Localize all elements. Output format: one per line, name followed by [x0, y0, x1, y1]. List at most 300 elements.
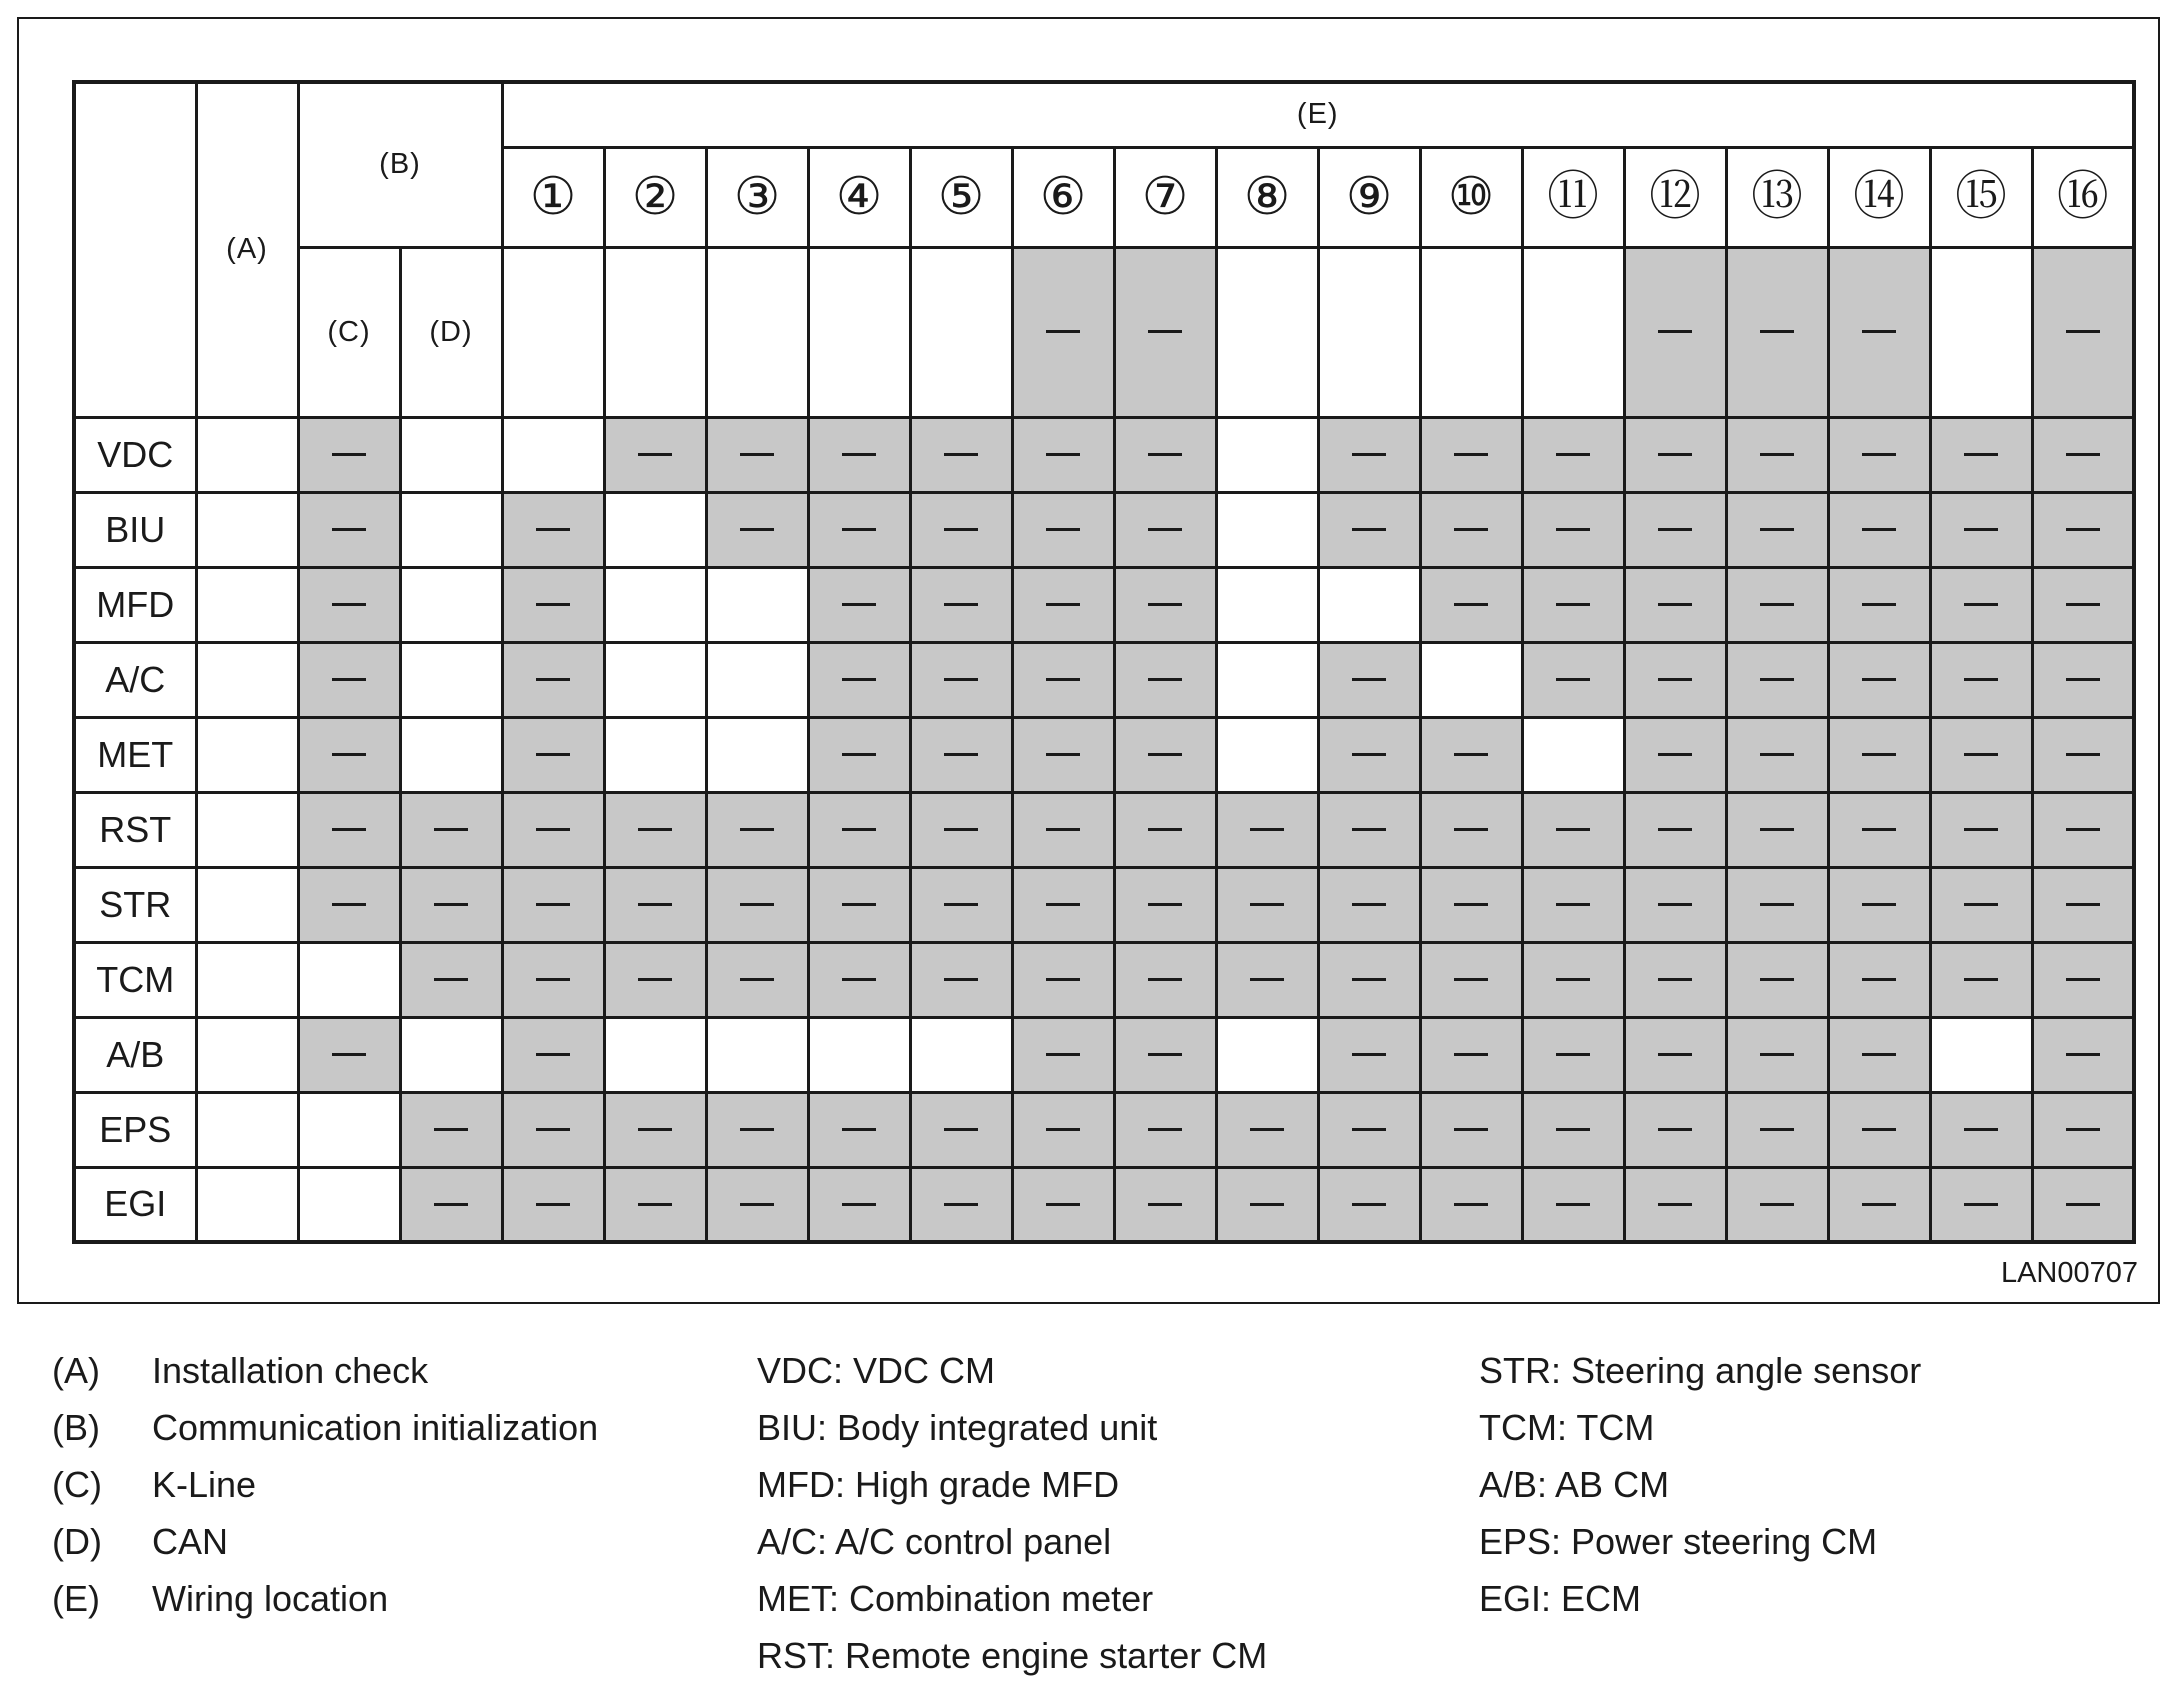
dash-mark	[1454, 528, 1488, 531]
matrix-cell	[400, 717, 502, 792]
dash-mark	[740, 1128, 774, 1131]
dash-mark	[1250, 1128, 1284, 1131]
matrix-cell	[1114, 1167, 1216, 1242]
dash-mark	[1352, 528, 1386, 531]
dash-mark	[1760, 1128, 1794, 1131]
matrix-cell	[1522, 642, 1624, 717]
dash-mark	[1454, 978, 1488, 981]
dash-mark	[842, 1203, 876, 1206]
table-row	[74, 492, 2134, 567]
dash-mark	[1352, 1053, 1386, 1056]
matrix-cell	[400, 942, 502, 1017]
legend-key: (C)	[52, 1464, 102, 1505]
matrix-cell	[298, 567, 400, 642]
dash-mark	[1352, 1203, 1386, 1206]
matrix-cell	[910, 1017, 1012, 1092]
header-d: (D)	[400, 247, 502, 417]
dash-mark	[1862, 528, 1896, 531]
matrix-cell	[1420, 642, 1522, 717]
dash-mark	[536, 753, 570, 756]
matrix-cell	[910, 417, 1012, 492]
dash-mark	[1964, 678, 1998, 681]
header-mark-cell	[1726, 247, 1828, 417]
matrix-cell	[1726, 567, 1828, 642]
matrix-cell	[298, 1167, 400, 1242]
matrix-cell	[1216, 942, 1318, 1017]
matrix-cell	[1318, 417, 1420, 492]
matrix-cell	[1114, 867, 1216, 942]
dash-mark	[1352, 1128, 1386, 1131]
dash-mark	[1658, 753, 1692, 756]
dash-mark	[1658, 1128, 1692, 1131]
matrix-cell	[1420, 717, 1522, 792]
matrix-cell	[1726, 1017, 1828, 1092]
matrix-cell	[1624, 642, 1726, 717]
dash-mark	[1250, 978, 1284, 981]
dash-mark	[2066, 330, 2100, 333]
matrix-cell	[1624, 417, 1726, 492]
matrix-cell	[1624, 792, 1726, 867]
dash-mark	[842, 528, 876, 531]
dash-mark	[1862, 678, 1896, 681]
dash-mark	[1148, 330, 1182, 333]
dash-mark	[2066, 453, 2100, 456]
header-row-3	[74, 247, 2134, 417]
matrix-cell	[1828, 1092, 1930, 1167]
table-row	[74, 1167, 2134, 1242]
matrix-cell	[1726, 642, 1828, 717]
legend-text: Installation check	[152, 1350, 429, 1391]
legend-item: MFD: High grade MFD	[757, 1464, 1120, 1505]
matrix-cell	[1624, 717, 1726, 792]
dash-mark	[842, 678, 876, 681]
dash-mark	[1658, 1053, 1692, 1056]
matrix-cell	[1114, 1017, 1216, 1092]
matrix-cell	[1930, 1167, 2032, 1242]
dash-mark	[1046, 753, 1080, 756]
matrix-cell	[1420, 1017, 1522, 1092]
matrix-cell	[1726, 717, 1828, 792]
matrix-cell	[706, 1167, 808, 1242]
wiring-location-15: ⑮	[1930, 147, 2032, 247]
dash-mark	[842, 903, 876, 906]
dash-mark	[740, 1203, 774, 1206]
dash-mark	[1862, 603, 1896, 606]
header-mark-cell	[1012, 247, 1114, 417]
dash-mark	[1556, 678, 1590, 681]
dash-mark	[1556, 1128, 1590, 1131]
matrix-cell	[1522, 867, 1624, 942]
matrix-cell	[910, 1167, 1012, 1242]
matrix-cell	[1012, 417, 1114, 492]
row-label: MET	[74, 717, 196, 792]
legend-item: VDC: VDC CM	[757, 1350, 996, 1391]
table-row	[74, 417, 2134, 492]
dash-mark	[1556, 1053, 1590, 1056]
wiring-location-7: ⑦	[1114, 147, 1216, 247]
matrix-cell	[502, 1092, 604, 1167]
legend-text: K-Line	[152, 1464, 257, 1505]
matrix-cell	[1216, 417, 1318, 492]
header-mark-cell	[1216, 247, 1318, 417]
dash-mark	[1352, 903, 1386, 906]
dash-mark	[1862, 903, 1896, 906]
wiring-location-11: ⑪	[1522, 147, 1624, 247]
matrix-cell	[1114, 567, 1216, 642]
dash-mark	[944, 753, 978, 756]
dash-mark	[1556, 903, 1590, 906]
row-label: EPS	[74, 1092, 196, 1167]
dash-mark	[1046, 978, 1080, 981]
matrix-cell	[196, 717, 298, 792]
row-label: STR	[74, 867, 196, 942]
matrix-cell	[1624, 867, 1726, 942]
dash-mark	[842, 1128, 876, 1131]
dash-mark	[842, 978, 876, 981]
table-row	[74, 717, 2134, 792]
dash-mark	[1760, 678, 1794, 681]
matrix-cell	[808, 792, 910, 867]
dash-mark	[1862, 330, 1896, 333]
matrix-cell	[1726, 1092, 1828, 1167]
matrix-cell	[1012, 642, 1114, 717]
matrix-cell	[1012, 1167, 1114, 1242]
corner-cell	[74, 82, 196, 417]
dash-mark	[1862, 828, 1896, 831]
matrix-cell	[2032, 942, 2134, 1017]
dash-mark	[1658, 330, 1692, 333]
matrix-cell	[1522, 1167, 1624, 1242]
dash-mark	[332, 453, 366, 456]
dash-mark	[1250, 903, 1284, 906]
matrix-cell	[604, 567, 706, 642]
matrix-cell	[298, 417, 400, 492]
dash-mark	[2066, 828, 2100, 831]
dash-mark	[842, 603, 876, 606]
header-mark-cell	[1522, 247, 1624, 417]
dash-mark	[332, 903, 366, 906]
dash-mark	[332, 528, 366, 531]
dash-mark	[332, 753, 366, 756]
wiring-location-12: ⑫	[1624, 147, 1726, 247]
dash-mark	[1556, 528, 1590, 531]
dash-mark	[1760, 828, 1794, 831]
dash-mark	[2066, 1053, 2100, 1056]
dash-mark	[842, 453, 876, 456]
wiring-location-14: ⑭	[1828, 147, 1930, 247]
matrix-cell	[1828, 417, 1930, 492]
legend-column-2	[757, 1342, 1267, 1684]
dash-mark	[1148, 528, 1182, 531]
matrix-cell	[1828, 642, 1930, 717]
dash-mark	[536, 1053, 570, 1056]
matrix-cell	[298, 492, 400, 567]
table-row	[74, 867, 2134, 942]
matrix-cell	[400, 1167, 502, 1242]
dash-mark	[536, 1128, 570, 1131]
dash-mark	[638, 1128, 672, 1131]
row-label: BIU	[74, 492, 196, 567]
matrix-cell	[706, 867, 808, 942]
dash-mark	[1352, 828, 1386, 831]
dash-mark	[434, 828, 468, 831]
dash-mark	[332, 1053, 366, 1056]
row-label: MFD	[74, 567, 196, 642]
matrix-cell	[1930, 792, 2032, 867]
matrix-cell	[1012, 792, 1114, 867]
dash-mark	[842, 753, 876, 756]
matrix-cell	[1420, 792, 1522, 867]
matrix-cell	[502, 717, 604, 792]
table-row	[74, 642, 2134, 717]
wiring-location-2: ②	[604, 147, 706, 247]
matrix-cell	[400, 1017, 502, 1092]
matrix-cell	[1522, 942, 1624, 1017]
matrix-cell	[502, 567, 604, 642]
matrix-cell	[196, 942, 298, 1017]
dash-mark	[1658, 678, 1692, 681]
dash-mark	[434, 1203, 468, 1206]
legend-item	[52, 1399, 598, 1456]
dash-mark	[1148, 978, 1182, 981]
matrix-cell	[400, 567, 502, 642]
matrix-cell	[2032, 792, 2134, 867]
matrix-cell	[706, 942, 808, 1017]
legend-item	[52, 1513, 598, 1570]
matrix-cell	[1216, 492, 1318, 567]
matrix-cell	[2032, 567, 2134, 642]
matrix-cell	[706, 792, 808, 867]
dash-mark	[1658, 528, 1692, 531]
matrix-cell	[808, 417, 910, 492]
legend-item: A/C: A/C control panel	[757, 1521, 1112, 1562]
matrix-cell	[604, 942, 706, 1017]
matrix-cell	[1828, 942, 1930, 1017]
matrix-cell	[2032, 492, 2134, 567]
matrix-cell	[1522, 567, 1624, 642]
legend-item: A/B: AB CM	[1479, 1464, 1670, 1505]
dash-mark	[944, 678, 978, 681]
matrix-cell	[706, 1092, 808, 1167]
matrix-cell	[1012, 567, 1114, 642]
dash-mark	[1964, 828, 1998, 831]
matrix-cell	[1522, 1017, 1624, 1092]
dash-mark	[1964, 603, 1998, 606]
dash-mark	[1760, 1203, 1794, 1206]
dash-mark	[1658, 903, 1692, 906]
dash-mark	[1556, 828, 1590, 831]
matrix-cell	[1114, 717, 1216, 792]
dash-mark	[1250, 828, 1284, 831]
matrix-cell	[604, 867, 706, 942]
wiring-location-3: ③	[706, 147, 808, 247]
matrix-cell	[1522, 792, 1624, 867]
dash-mark	[1964, 1203, 1998, 1206]
matrix-cell	[1930, 642, 2032, 717]
matrix-cell	[604, 642, 706, 717]
dash-mark	[1148, 678, 1182, 681]
matrix-cell	[706, 717, 808, 792]
matrix-cell	[196, 492, 298, 567]
wiring-location-4: ④	[808, 147, 910, 247]
dash-mark	[332, 603, 366, 606]
dash-mark	[1454, 1128, 1488, 1131]
legend-item: EGI: ECM	[1479, 1578, 1642, 1619]
matrix-cell	[298, 1092, 400, 1167]
dash-mark	[332, 828, 366, 831]
matrix-cell	[1624, 942, 1726, 1017]
matrix-cell	[1828, 717, 1930, 792]
matrix-cell	[2032, 1017, 2134, 1092]
matrix-cell	[706, 417, 808, 492]
matrix-cell	[1012, 867, 1114, 942]
wiring-location-16: ⑯	[2032, 147, 2134, 247]
matrix-cell	[1522, 1092, 1624, 1167]
header-c: (C)	[298, 247, 400, 417]
legend-key: (E)	[52, 1578, 100, 1619]
matrix-cell	[196, 1092, 298, 1167]
matrix-cell	[1216, 792, 1318, 867]
wiring-matrix-table	[72, 80, 2136, 1244]
legend-key: (D)	[52, 1521, 102, 1562]
dash-mark	[1760, 453, 1794, 456]
matrix-cell	[706, 567, 808, 642]
matrix-cell	[1930, 1017, 2032, 1092]
dash-mark	[2066, 603, 2100, 606]
matrix-cell	[502, 417, 604, 492]
matrix-cell	[1318, 1017, 1420, 1092]
dash-mark	[944, 528, 978, 531]
row-label: A/C	[74, 642, 196, 717]
matrix-cell	[1624, 1167, 1726, 1242]
dash-mark	[1760, 603, 1794, 606]
dash-mark	[944, 1203, 978, 1206]
matrix-cell	[706, 642, 808, 717]
dash-mark	[1046, 903, 1080, 906]
legend-item: BIU: Body integrated unit	[757, 1407, 1158, 1448]
header-e: (E)	[502, 82, 2134, 147]
matrix-cell	[808, 717, 910, 792]
row-label: EGI	[74, 1167, 196, 1242]
matrix-cell	[1318, 717, 1420, 792]
dash-mark	[944, 978, 978, 981]
dash-mark	[1046, 1128, 1080, 1131]
matrix-cell	[502, 867, 604, 942]
legend-item: TCM: TCM	[1479, 1407, 1655, 1448]
legend-key: (A)	[52, 1350, 100, 1391]
dash-mark	[2066, 903, 2100, 906]
dash-mark	[1046, 828, 1080, 831]
matrix-cell	[196, 642, 298, 717]
header-mark-cell	[706, 247, 808, 417]
dash-mark	[1454, 903, 1488, 906]
matrix-cell	[1726, 1167, 1828, 1242]
matrix-cell	[910, 717, 1012, 792]
matrix-cell	[1318, 567, 1420, 642]
matrix-cell	[604, 792, 706, 867]
figure-code: LAN00707	[2000, 1257, 2138, 1289]
dash-mark	[1148, 453, 1182, 456]
header-mark-cell	[502, 247, 604, 417]
dash-mark	[1556, 1203, 1590, 1206]
header-row-1	[74, 82, 2134, 147]
matrix-cell	[1522, 417, 1624, 492]
matrix-cell	[2032, 867, 2134, 942]
dash-mark	[740, 528, 774, 531]
wiring-location-10: ⑩	[1420, 147, 1522, 247]
dash-mark	[1148, 753, 1182, 756]
dash-mark	[434, 1128, 468, 1131]
matrix-cell	[808, 567, 910, 642]
matrix-cell	[1012, 1017, 1114, 1092]
dash-mark	[1964, 453, 1998, 456]
matrix-cell	[1318, 1092, 1420, 1167]
matrix-cell	[298, 1017, 400, 1092]
dash-mark	[1556, 978, 1590, 981]
dash-mark	[2066, 1203, 2100, 1206]
dash-mark	[1148, 1128, 1182, 1131]
matrix-cell	[706, 492, 808, 567]
header-mark-cell	[604, 247, 706, 417]
matrix-cell	[400, 792, 502, 867]
matrix-cell	[910, 567, 1012, 642]
matrix-cell	[910, 492, 1012, 567]
legend-column-1	[52, 1342, 598, 1627]
matrix-cell	[706, 1017, 808, 1092]
matrix-cell	[1216, 717, 1318, 792]
dash-mark	[944, 453, 978, 456]
matrix-cell	[1114, 642, 1216, 717]
dash-mark	[638, 903, 672, 906]
matrix-cell	[1930, 1092, 2032, 1167]
dash-mark	[1148, 1053, 1182, 1056]
matrix-cell	[808, 867, 910, 942]
legend-text: Communication initialization	[152, 1407, 599, 1448]
matrix-cell	[604, 1092, 706, 1167]
matrix-cell	[808, 642, 910, 717]
matrix-cell	[1828, 492, 1930, 567]
dash-mark	[1148, 903, 1182, 906]
matrix-cell	[2032, 1167, 2134, 1242]
dash-mark	[1148, 603, 1182, 606]
matrix-cell	[502, 642, 604, 717]
wiring-location-8: ⑧	[1216, 147, 1318, 247]
dash-mark	[944, 1128, 978, 1131]
matrix-cell	[1624, 492, 1726, 567]
matrix-cell	[2032, 417, 2134, 492]
wiring-location-5: ⑤	[910, 147, 1012, 247]
dash-mark	[638, 978, 672, 981]
header-mark-cell	[1930, 247, 2032, 417]
dash-mark	[434, 978, 468, 981]
dash-mark	[1352, 453, 1386, 456]
matrix-cell	[400, 492, 502, 567]
dash-mark	[1964, 753, 1998, 756]
matrix-cell	[1420, 1092, 1522, 1167]
dash-mark	[638, 1203, 672, 1206]
legend-text: Wiring location	[152, 1578, 389, 1619]
matrix-cell	[1216, 1092, 1318, 1167]
matrix-cell	[298, 717, 400, 792]
matrix-cell	[196, 792, 298, 867]
matrix-cell	[196, 1167, 298, 1242]
matrix-cell	[400, 642, 502, 717]
matrix-cell	[1114, 492, 1216, 567]
legend-item: MET: Combination meter	[757, 1578, 1154, 1619]
dash-mark	[1046, 1203, 1080, 1206]
header-mark-cell	[1114, 247, 1216, 417]
dash-mark	[1862, 978, 1896, 981]
